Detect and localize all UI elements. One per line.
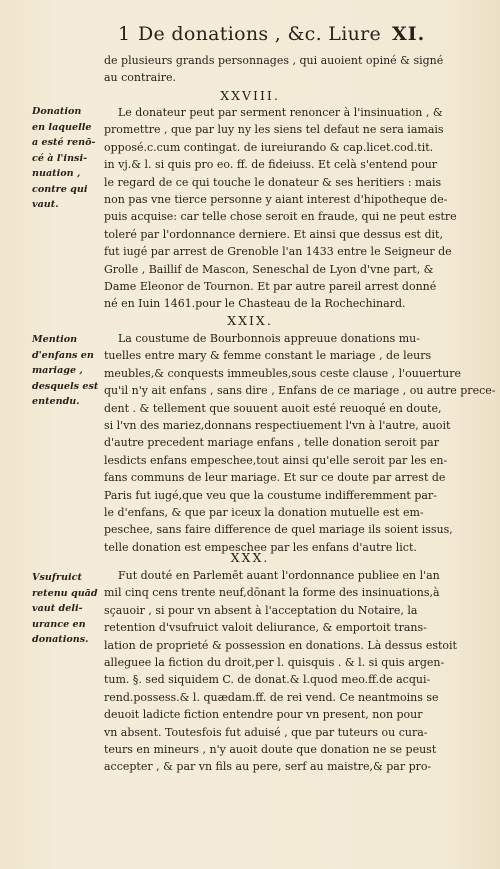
section-heading-xxviii: XXVIII.: [220, 88, 280, 103]
text-line: qu'il n'y ait enfans , sans dire , Enfans de ce mariage , ou autre prece-: [104, 384, 496, 398]
paragraph-xxviii: [104, 104, 484, 313]
text-line: tuelles entre mary & femme constant le mariage , de leurs: [104, 349, 432, 363]
margin-note-xxviii: [32, 104, 112, 213]
text-line: dent . & tellement que souuent auoit esté reuoqué en doute,: [104, 401, 442, 415]
text-line: lesdicts enfans empeschee,tout ainsi qu'elle seroit par les en-: [104, 453, 448, 467]
text-line: accepter , & par vn fils au pere, serf au maistre,& par pro-: [104, 760, 432, 774]
running-title: De donations , &c. Liure: [138, 23, 382, 45]
text-line: né en Iuin 1461.pour le Chasteau de la Rochechinard.: [104, 297, 406, 311]
chapter-number: XI.: [392, 23, 426, 45]
margin-note-xxx: [32, 570, 112, 648]
margin-line: d'enfans en: [32, 349, 94, 361]
margin-note-xxix: [32, 332, 112, 410]
text-line: in vj.& l. si quis pro eo. ff. de fideiuss. Et celà s'entend pour: [104, 158, 438, 172]
text-line: deuoit ladicte fiction entendre pour vn present, non pour: [104, 708, 423, 722]
page-number: 1: [118, 23, 131, 45]
margin-line: en laquelle: [32, 121, 92, 133]
text-line: non pas vne tierce personne y aiant interest d'hipotheque de-: [104, 193, 448, 207]
margin-line: a esté renō-: [32, 137, 96, 148]
margin-line: retenu quād: [32, 587, 98, 599]
text-line: au contraire.: [104, 71, 177, 85]
text-line: opposé.c.cum contingat. de iureiurando & cap.licet.cod.tit.: [104, 140, 434, 154]
text-line: meubles,& conquests immeubles,sous ceste clause , l'ouuerture: [104, 366, 461, 380]
text-line: Dame Eleonor de Tournon. Et par autre pareil arrest donné: [104, 280, 437, 294]
text-line: si l'vn des mariez,donnans respectiuement l'vn à l'autre, auoit: [104, 419, 451, 433]
margin-line: vaut.: [32, 199, 59, 210]
margin-line: donations.: [32, 634, 89, 645]
text-line: Fut douté en Parlemēt auant l'ordonnance publiee en l'an: [118, 569, 440, 582]
text-line: le regard de ce qui touche le donateur & ses heritiers : mais: [104, 175, 442, 189]
margin-line: desquels est: [32, 380, 99, 392]
text-line: fut iugé par arrest de Grenoble l'an 1433 entre le Seigneur de: [104, 245, 452, 259]
margin-line: Mention: [32, 334, 78, 345]
text-line: promettre , que par luy ny les siens tel defaut ne sera iamais: [104, 123, 444, 137]
paragraph-xxix: [104, 330, 496, 556]
margin-line: Donation: [32, 106, 82, 117]
intro-paragraph: [104, 52, 484, 87]
margin-line: mariage ,: [32, 365, 83, 376]
text-line: Grolle , Baillif de Mascon, Seneschal de Lyon d'vne part, &: [104, 262, 434, 276]
margin-line: entendu.: [32, 396, 80, 407]
paragraph-xxx: [104, 567, 484, 776]
text-line: puis acquise: car telle chose seroit en fraude, qui ne peut estre: [104, 210, 457, 224]
text-line: d'autre precedent mariage enfans , telle donation seroit par: [104, 436, 439, 450]
text-line: retention d'vsufruict valoit deliurance, & emportoit trans-: [104, 621, 427, 635]
text-line: Le donateur peut par serment renoncer à l'insinuation , &: [118, 106, 443, 119]
section-heading-xxix: XXIX.: [227, 313, 273, 328]
text-line: lation de proprieté & possession en donations. Là dessus estoit: [104, 638, 457, 652]
text-line: rend.possess.& l. quædam.ff. de rei vend. Ce neantmoins se: [104, 690, 439, 704]
text-line: toleré par l'ordonnance derniere. Et ainsi que dessus est dit,: [104, 227, 443, 241]
text-line: sçauoir , si pour vn absent à l'acceptation du Notaire, la: [104, 603, 418, 617]
margin-line: cé à l'insi-: [32, 152, 88, 164]
margin-line: vaut deli-: [32, 603, 83, 614]
text-line: Paris fut iugé,que veu que la coustume indifferemment par-: [104, 488, 437, 502]
text-line: La coustume de Bourbonnois appreuue donations mu-: [118, 332, 420, 345]
text-line: de plusieurs grands personnages , qui auoient opiné & signé: [104, 54, 444, 67]
text-line: telle donation est empeschee par les enfans d'autre lict.: [104, 540, 417, 554]
margin-line: contre qui: [32, 183, 88, 195]
margin-line: nuation ,: [32, 168, 81, 179]
text-line: fans communs de leur mariage. Et sur ce doute par arrest de: [104, 471, 446, 485]
text-line: le d'enfans, & que par iceux la donation mutuelle est em-: [104, 506, 424, 520]
text-line: vn absent. Toutesfois fut aduisé , que par tuteurs ou cura-: [104, 725, 428, 739]
text-line: tum. §. sed siquidem C. de donat.& l.quod meo.ff.de acqui-: [104, 673, 431, 687]
margin-line: urance en: [32, 618, 86, 630]
margin-line: Vsufruict: [32, 572, 82, 583]
text-line: peschee, sans faire difference de quel mariage ils soient issus,: [104, 523, 453, 537]
text-line: alleguee la fiction du droit,per l. quisquis . & l. si quis argen-: [104, 656, 445, 670]
text-line: mil cinq cens trente neuf,dōnant la forme des insinuations,à: [104, 586, 440, 600]
text-line: teurs en mineurs , n'y auoit doute que donation ne se peust: [104, 743, 437, 757]
section-heading-xxx: XXX.: [230, 550, 270, 565]
